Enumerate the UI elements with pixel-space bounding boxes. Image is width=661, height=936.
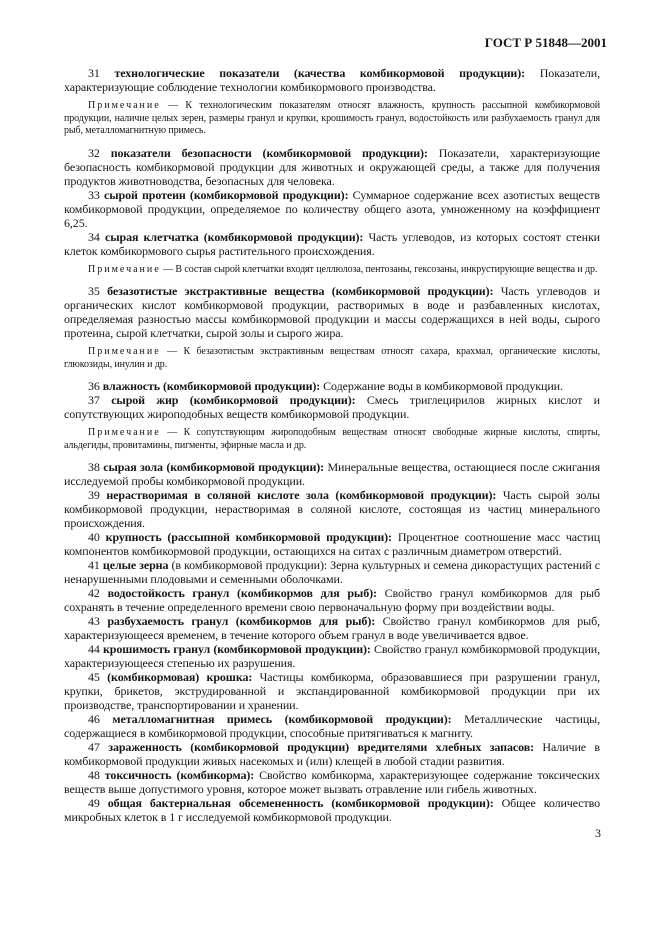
page-number: 3 [595,826,601,840]
term-entry-47 [64,740,600,768]
entry-number: 38 [88,460,100,474]
term-entry-48 [64,768,600,796]
note-text: — В состав сырой клетчатки входят целлюлоза, пентозаны, гексозаны, инкрустирующие вещества и др. [163,263,598,275]
entry-definition: Смесь триглецирилов жирных кислот и сопутствующих жироподобных веществ комбикормовой продукции. [64,393,600,421]
entry-number: 36 [88,379,100,393]
note-label: Примечание [88,427,161,438]
entry-term: общая бактериальная обсемененность (комбикормовой продукции): [107,796,494,810]
note-label: Примечание [88,100,161,111]
term-entry-36 [64,379,600,393]
entry-definition: Процентное соотношение масс частиц компонентов комбикормовой продукции, остающихся на ситах с различным диаметром отверстий. [64,530,601,558]
note-label: Примечание [88,346,161,357]
term-entry-34 [64,230,600,258]
entry-definition: Частицы комбикорма, образовавшиеся при разрушении гранул, крупки, брикетов, экструдированной и экспандированной комбикормовой продукции при их производстве, транспортировании и хранении. [64,670,600,712]
term-entry-40 [64,530,600,558]
entry-term: сырая зола (комбикормовой продукции): [103,460,325,474]
entry-definition: Свойство гранул комбикормов для рыб сохранять в течение определенного времени свою первоначальную форму при воздействии воды. [64,586,601,614]
term-entry-44 [64,642,600,670]
entry-number: 44 [88,642,100,656]
entry-definition: Металлические частицы, содержащиеся в комбикормовой продукции, способные притягиваться к магниту. [64,712,601,740]
term-entry-31 [64,66,600,94]
term-entry-49 [64,796,600,824]
entry-number: 43 [88,614,100,628]
note-label: Примечание [88,263,161,275]
entry-term: крошимость гранул (комбикормовой продукции): [102,642,371,656]
entry-term: водостойкость гранул (комбикормов для рыб): [107,586,377,600]
note-text: — К сопутствующим жироподобным веществам относят свободные жирные кислоты, спирты, альдегиды, провитамины, пигменты, эфирные масла и др. [64,427,600,451]
term-entry-41 [64,558,600,586]
entry-definition: (в комбикормовой продукции): Зерна культурных и семена дикорастущих растений с ненарушенными плодовыми и семенными оболочками. [64,558,601,586]
entry-number: 33 [88,187,100,202]
note [64,427,600,452]
entry-term: сырой протеин (комбикормовой продукции): [104,187,349,202]
entry-term: целые зерна [102,558,169,572]
entry-term: сырая клетчатка (комбикормовой продукции): [105,229,364,244]
entry-number: 31 [88,66,100,80]
entry-definition: Суммарное содержание всех азотистых веществ комбикормовой продукции, определяемое по количеству общего азота, умноженному на коэффициент 6,25. [64,187,600,230]
note-text: — К безазотистым экстрактивным веществам относят сахара, крахмал, органические кислоты, глюкозиды, инулин и др. [64,346,600,370]
entry-term: влажность (комбикормовой продукции): [102,379,321,393]
entry-number: 40 [88,530,100,544]
entry-term: показатели безопасности (комбикормовой продукции): [110,145,428,160]
note [64,264,600,277]
entry-definition: Часть углеводов и органических кислот комбикормовой продукции, растворимых в воде и разбавленных кислотах, определяемая разностью массы комбикормовой продукции и массы содержащихся в ней воды, сырого протеина, сырой клетчатки, сырой золы и сырого жира. [64,284,600,340]
entry-term: безазотистые экстрактивные вещества (комбикормовой продукции): [107,284,494,298]
note [64,346,600,371]
document-body [64,66,600,824]
entry-number: 45 [88,670,100,684]
term-entry-33 [64,188,600,230]
term-entry-39 [64,488,600,530]
term-entry-42 [64,586,600,614]
entry-number: 34 [88,229,100,244]
term-entry-45 [64,670,600,712]
entry-term: технологические показатели (качества комбикормовой продукции): [114,66,526,80]
note-text: — К технологическим показателям относят влажность, крупность рассыпной комбикормовой продукции, наличие целых зерен, размеры гранул и крупки, крошимость гранул, водостойкость или разбухаемость гранул для рыб, металломагнитную примесь. [64,100,600,136]
note [64,100,600,138]
entry-definition: Показатели, характеризующие соблюдение технологии комбикормового производства. [64,66,601,94]
entry-term: зараженность (комбикормовой продукции) вредителями хлебных запасов: [108,740,534,754]
entry-definition: Содержание воды в комбикормовой продукции. [323,379,563,393]
entry-definition: Наличие в комбикормовой продукции живых насекомых и (или) клещей в любой стадии развития. [64,740,600,768]
entry-definition: Часть углеводов, из которых состоят стенки клеток комбикормового сырья растительного происхождения. [64,229,600,258]
term-entry-35 [64,284,600,340]
entry-definition: Свойство комбикорма, характеризующее содержание токсических веществ выше допустимого уровня, которое может вызвать отравление или гибель животных. [64,768,600,796]
entry-term: сырой жир (комбикормовой продукции): [111,393,356,407]
entry-definition: Показатели, характеризующие безопасность комбикормовой продукции для животных и окружающей среды, а также для получения продуктов животноводства, безопасных для человека. [64,145,600,188]
entry-definition: Свойство гранул комбикормовой продукции, характеризующееся степенью их разрушения. [64,642,600,670]
entry-definition: Общее количество микробных клеток в 1 г исследуемой комбикормовой продукции. [64,796,601,824]
entry-number: 35 [88,284,100,298]
term-entry-46 [64,712,600,740]
entry-number: 46 [88,712,100,726]
entry-term: (комбикормовая) крошка: [107,670,253,684]
entry-term: токсичность (комбикорма): [104,768,255,782]
term-entry-37 [64,393,600,421]
entry-number: 37 [88,393,100,407]
entry-term: разбухаемость гранул (комбикормов для рыб): [107,614,376,628]
entry-number: 48 [88,768,100,782]
entry-term: крупность (рассыпной комбикормовой продукции): [105,530,392,544]
standard-code-header: ГОСТ Р 51848—2001 [484,35,607,50]
entry-number: 49 [88,796,100,810]
term-entry-32 [64,146,600,188]
term-entry-38 [64,460,600,488]
entry-term: металломагнитная примесь (комбикормовой продукции): [112,712,452,726]
entry-number: 47 [88,740,100,754]
entry-definition: Часть сырой золы комбикормовой продукции, нерастворимая в соляной кислоте, состоящая из частиц минерального происхождения. [64,488,601,530]
entry-number: 32 [88,145,100,160]
entry-term: нерастворимая в соляной кислоте зола (комбикормовой продукции): [106,488,497,502]
entry-definition: Минеральные вещества, остающиеся после сжигания исследуемой пробы комбикормовой продукции. [64,460,600,488]
entry-number: 42 [88,586,100,600]
term-entry-43 [64,614,600,642]
entry-definition: Свойство гранул комбикормов для рыб, характеризующееся временем, в течение которого объем гранул в воде увеличивается вдвое. [64,614,600,642]
entry-number: 41 [88,558,100,572]
entry-number: 39 [88,488,100,502]
